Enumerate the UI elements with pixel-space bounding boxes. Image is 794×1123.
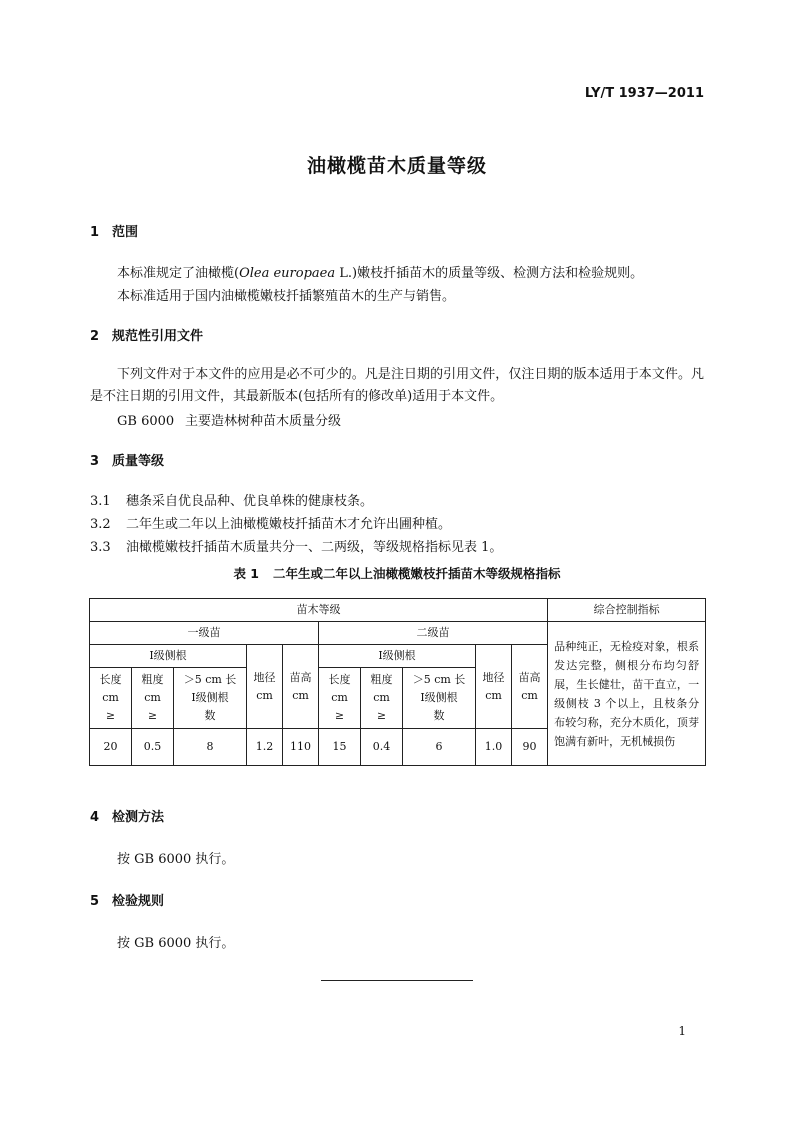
header-thickness-2 [361, 668, 403, 729]
col-unit: cm [292, 688, 309, 702]
col-cond: ≥ [147, 709, 158, 722]
section-title: 范围 [112, 225, 139, 240]
page-number: 1 [678, 1024, 686, 1038]
col-unit: cm [521, 688, 538, 702]
cell-length-1: 20 [90, 729, 132, 766]
section-3-heading [90, 450, 164, 469]
text-fragment: 本标准规定了油橄榄( [117, 266, 240, 281]
header-height-1 [283, 645, 319, 729]
cell-thickness-2: 0.4 [361, 729, 403, 766]
section-title: 检测方法 [112, 810, 165, 825]
section-title: 质量等级 [112, 454, 165, 469]
header-root-count-1 [174, 668, 247, 729]
cell-root-count-2: 6 [403, 729, 476, 766]
section-number: 3 [90, 454, 100, 469]
reference-code: GB 6000 [117, 414, 175, 429]
section-1-paragraph-1 [117, 262, 643, 281]
cell-height-2: 90 [512, 729, 548, 766]
section-2-paragraph: 下列文件对于本文件的应用是必不可少的。凡是注日期的引用文件，仅注日期的版本适用于本文件。凡是不注日期的引用文件，其最新版本(包括所有的修改单)适用于本文件。 [90, 367, 704, 404]
table-label: 表 1 [233, 566, 260, 581]
header-lateral-root-2: Ⅰ级侧根 [319, 645, 476, 668]
clause-number: 3.2 [90, 517, 111, 532]
col-unit: cm [373, 691, 390, 704]
header-length-2 [319, 668, 361, 729]
header-height-2 [512, 645, 548, 729]
latin-name: Olea europaea [239, 266, 336, 281]
cell-diameter-2: 1.0 [476, 729, 512, 766]
normative-reference [117, 410, 341, 429]
header-diameter-1 [247, 645, 283, 729]
col-unit: cm [144, 691, 161, 704]
end-rule [321, 980, 473, 981]
clause-number: 3.3 [90, 540, 111, 555]
standard-number: LY/T 1937—2011 [584, 86, 704, 101]
col-label: 苗高 [518, 670, 541, 684]
clause-text: 穗条采自优良品种、优良单株的健康枝条。 [126, 494, 374, 509]
section-number: 5 [90, 894, 100, 909]
table-caption-text: 二年生或二年以上油橄榄嫩枝扦插苗木等级规格指标 [273, 566, 561, 581]
col-unit: cm [102, 691, 119, 704]
col-unit: cm [256, 688, 273, 702]
col-label: Ⅰ级侧根 [420, 691, 458, 704]
section-title: 检验规则 [112, 894, 165, 909]
header-lateral-root-1: Ⅰ级侧根 [90, 645, 247, 668]
col-label: 长度 [99, 673, 122, 686]
header-control-index: 综合控制指标 [548, 599, 706, 622]
section-number: 2 [90, 329, 100, 344]
header-grade-2: 二级苗 [319, 622, 548, 645]
section-title: 规范性引用文件 [112, 329, 204, 344]
col-cond: ≥ [376, 709, 387, 722]
cell-diameter-1: 1.2 [247, 729, 283, 766]
clause-text: 油橄榄嫩枝扦插苗木质量共分一、二两级，等级规格指标见表 1。 [126, 540, 503, 555]
section-5-heading [90, 890, 164, 909]
header-grade-1: 一级苗 [90, 622, 319, 645]
col-label: 地径 [253, 670, 276, 684]
col-label: 地径 [482, 670, 505, 684]
col-label: ＞5 cm 长 [183, 673, 237, 686]
col-unit: cm [485, 688, 502, 702]
section-1-paragraph-2: 本标准适用于国内油橄榄嫩枝扦插繁殖苗木的生产与销售。 [117, 289, 456, 304]
cell-root-count-1: 8 [174, 729, 247, 766]
col-label: ＞5 cm 长 [412, 673, 466, 686]
col-label: 数 [204, 709, 216, 722]
col-unit: cm [331, 691, 348, 704]
cell-length-2: 15 [319, 729, 361, 766]
clause-3-2 [90, 513, 451, 532]
col-label: 苗高 [289, 670, 312, 684]
section-4-paragraph: 按 GB 6000 执行。 [117, 852, 235, 867]
section-2-heading [90, 325, 203, 344]
section-number: 4 [90, 810, 100, 825]
col-label: 数 [433, 709, 445, 722]
reference-title: 主要造林树种苗木质量分级 [185, 414, 342, 429]
clause-number: 3.1 [90, 494, 111, 509]
section-1-heading [90, 221, 138, 240]
col-cond: ≥ [105, 709, 116, 722]
document-title: 油橄榄苗木质量等级 [306, 155, 487, 177]
col-label: 粗度 [141, 673, 164, 686]
col-label: 粗度 [370, 673, 393, 686]
section-4-heading [90, 806, 164, 825]
section-5-paragraph: 按 GB 6000 执行。 [117, 936, 235, 951]
header-length-1 [90, 668, 132, 729]
table-caption [0, 564, 794, 582]
text-fragment: L.)嫩枝扦插苗木的质量等级、检测方法和检验规则。 [335, 266, 644, 281]
cell-thickness-1: 0.5 [132, 729, 174, 766]
clause-3-3 [90, 536, 502, 555]
control-index-text: 品种纯正，无检疫对象，根系发达完整，侧根分布均匀舒展，生长健壮，苗干直立，一级侧枝 3 个以上，且枝条分布较匀称，充分木质化，顶芽饱满有新叶，无机械损伤 [548, 622, 706, 766]
col-label: 长度 [328, 673, 351, 686]
grade-spec-table [89, 598, 706, 766]
section-number: 1 [90, 225, 100, 240]
clause-text: 二年生或二年以上油橄榄嫩枝扦插苗木才允许出圃种植。 [126, 517, 452, 532]
header-thickness-1 [132, 668, 174, 729]
cell-height-1: 110 [283, 729, 319, 766]
col-cond: ≥ [334, 709, 345, 722]
header-seedling-grade: 苗木等级 [90, 599, 548, 622]
clause-3-1 [90, 490, 373, 509]
header-root-count-2 [403, 668, 476, 729]
col-label: Ⅰ级侧根 [191, 691, 229, 704]
header-diameter-2 [476, 645, 512, 729]
